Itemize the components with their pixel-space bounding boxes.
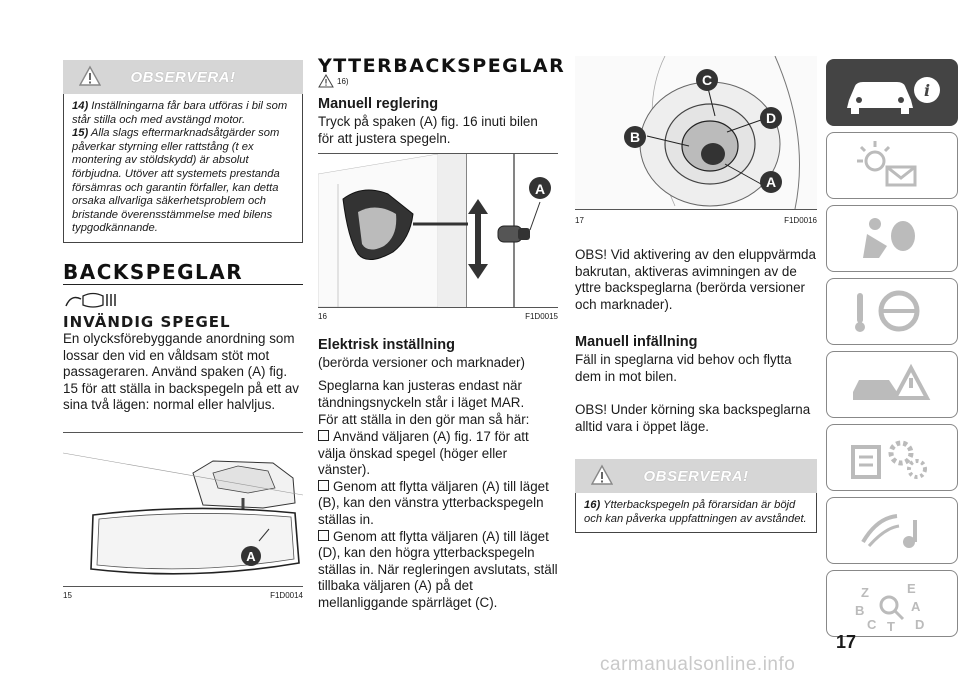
index-letter: E [907, 581, 916, 596]
body-text: (berörda versioner och marknader) [318, 355, 525, 370]
index-icon [827, 571, 957, 636]
airbag-icon [827, 206, 957, 271]
driving-icon [827, 279, 957, 344]
index-letter: A [911, 599, 921, 614]
index-letter: B [855, 603, 865, 618]
list-item [318, 479, 558, 529]
tab-emergency[interactable] [826, 351, 958, 418]
page-number: 17 [836, 632, 857, 652]
index-letter: C [867, 617, 877, 632]
callout-a: A [765, 174, 777, 190]
body-text: Tryck på spaken (A) fig. 16 inuti bilen för att justera spegeln. [318, 114, 538, 146]
warning-triangle-icon [79, 65, 101, 87]
note-text: Ytterbackspegeln på förarsidan är böjd och kan påverka uppfattningen av avståndet. [584, 499, 807, 525]
callout-a: A [246, 549, 256, 564]
tab-maintenance[interactable] [826, 424, 958, 491]
figure-17-mirror-selector [575, 56, 817, 210]
note-title: OBSERVERA! [130, 68, 236, 86]
note-title: OBSERVERA! [643, 467, 749, 485]
callout-a: A [534, 181, 546, 197]
section-heading: YTTERBACKSPEGLAR [318, 55, 566, 77]
tab-car-info[interactable] [826, 59, 958, 126]
subheading: INVÄNDIG SPEGEL [63, 313, 231, 331]
figure-code: F1D0014 [270, 591, 303, 600]
body-text: OBS! Vid aktivering av den eluppvärmda bakrutan, aktiveras avimningen av de yttre backspeglarna (berörda versioner och marknader). [575, 247, 816, 312]
note-text: Inställningarna får bara utföras i bil som står stilla och med avstängd motor. [72, 100, 288, 126]
note-header [575, 459, 817, 493]
note-text: Alla slags eftermarknadsåtgärder som påverkar styrning eller rattstång (t ex montering av stöldskydd) är absolut förbjudna. Utöver att systemets prestanda försämras och garantin förfaller, kan detta orsaka allvarliga säkerhetsproblem och bristande överensstämmelse med bilens typgodkännande. [72, 127, 280, 235]
callout-b: B [629, 129, 641, 145]
rearview-mirror-illustration [63, 433, 303, 586]
figure-caption [318, 312, 558, 321]
note-box-observera [575, 459, 817, 533]
warning-triangle-icon [591, 464, 613, 486]
checkbox-bullet-icon [318, 530, 329, 541]
note-reference: 16) [337, 77, 349, 86]
figure-code: F1D0016 [784, 216, 817, 225]
figure-caption [63, 591, 303, 600]
figure-code: F1D0015 [525, 312, 558, 321]
selector-switch-illustration [575, 56, 817, 209]
note-14 [72, 100, 294, 127]
figure-number: 15 [63, 591, 72, 600]
index-letter: Z [861, 585, 869, 600]
note-16 [584, 499, 808, 526]
note-number: 15) [72, 127, 89, 140]
list-item [318, 529, 558, 612]
list-item-text: Genom att flytta väljaren (A) till läget (B), kan den vänstra ytterbackspegeln ställas in. [318, 478, 549, 527]
figure-number: 17 [575, 216, 584, 225]
note-body [63, 94, 303, 243]
warning-triangle-icon [318, 74, 334, 88]
bullet-list [318, 429, 558, 612]
list-item [318, 429, 558, 479]
figure-15-rearview-mirror [63, 433, 303, 587]
tab-multimedia[interactable] [826, 497, 958, 564]
section-heading: BACKSPEGLAR [63, 260, 244, 284]
note-header [63, 60, 303, 94]
subheading: Manuell infällning [575, 334, 698, 350]
note-15 [72, 127, 294, 236]
note-number: 16) [584, 499, 601, 511]
figure-caption [575, 216, 817, 225]
list-item-text: Genom att flytta väljaren (A) till läget (D), kan den högra ytterbackspegeln ställas in. När regleringen avslutats, ställ tillbaka väljaren (A) på det mellanliggande spärrläget (C). [318, 528, 558, 610]
note-body [575, 493, 817, 533]
body-text: En olycksförebyggande anordning som lossar den vid en våldsam stöt mot passageraren. Använd spaken (A) fig. 15 för att ställa in backspegeln på ett av sina två lägen: normal eller halvljus. [63, 331, 299, 413]
svg-text:i: i [923, 81, 931, 100]
figure-16-door-mirror-lever [318, 154, 558, 308]
mirror-symbol-icon [63, 291, 121, 309]
body-text: För att ställa in den gör man så här: [318, 412, 530, 427]
body-text: Speglarna kan justeras endast när tändningsnyckeln står i läget MAR. [318, 378, 525, 410]
callout-c: C [701, 72, 713, 88]
warning-lights-icon [827, 133, 957, 198]
checkbox-bullet-icon [318, 480, 329, 491]
note-number: 14) [72, 100, 89, 112]
body-text: Fäll in speglarna vid behov och flytta dem in mot bilen. [575, 352, 792, 384]
callout-d: D [765, 110, 777, 126]
index-letter: D [915, 617, 925, 632]
checkbox-bullet-icon [318, 430, 329, 441]
tab-warning-lights[interactable] [826, 132, 958, 199]
tab-index[interactable] [826, 570, 958, 637]
subheading: Manuell reglering [318, 96, 439, 112]
tab-safety[interactable] [826, 205, 958, 272]
emergency-icon [827, 352, 957, 417]
door-mirror-illustration [318, 154, 558, 307]
figure-number: 16 [318, 312, 327, 321]
maintenance-icon [827, 425, 957, 490]
tab-starting-driving[interactable] [826, 278, 958, 345]
watermark: carmanualsonline.info [600, 654, 796, 675]
divider [63, 284, 303, 285]
subheading: Elektrisk inställning [318, 337, 455, 353]
list-item-text: Använd väljaren (A) fig. 17 för att välja önskad spegel (höger eller vänster). [318, 429, 529, 478]
car-info-icon [827, 60, 957, 125]
note-box-observera [63, 60, 303, 243]
multimedia-icon [827, 498, 957, 563]
body-text: OBS! Under körning ska backspeglarna alltid vara i öppet läge. [575, 402, 811, 434]
index-letter: T [887, 619, 895, 634]
